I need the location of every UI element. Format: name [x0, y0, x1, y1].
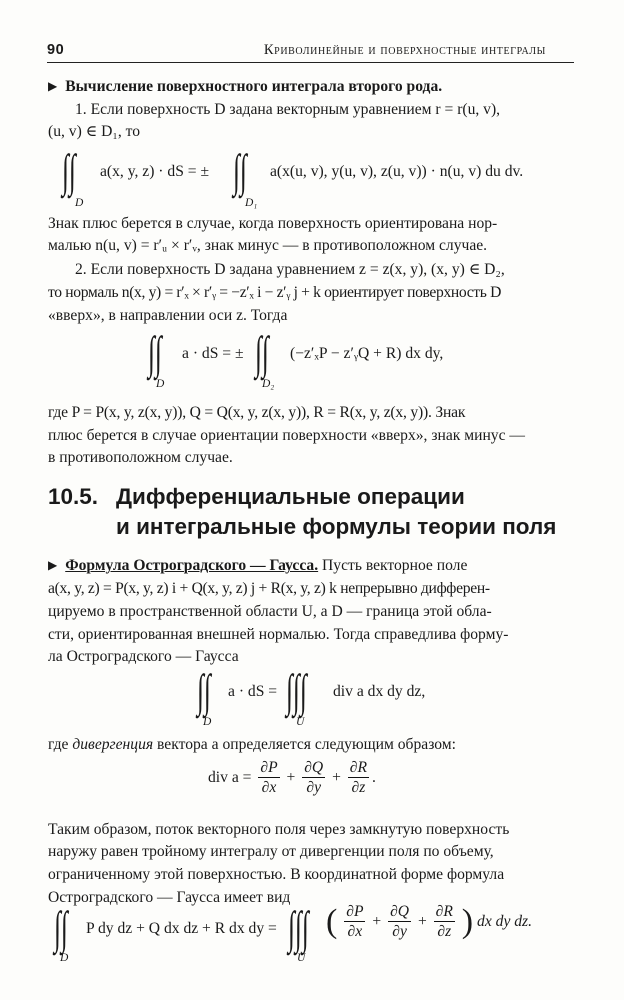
integral-domain: U — [296, 716, 305, 728]
paragraph-line: в противоположном случае. — [48, 449, 233, 466]
fraction: $\frac{\partial P}{\partial x}$ — [260, 759, 278, 796]
double-integral-sign: ∫∫ — [233, 145, 247, 196]
paragraph-line: Знак плюс берется в случае, когда поверхность ориентирована нор- — [48, 215, 498, 232]
integral-domain: D — [156, 378, 165, 390]
paragraph-line: малью n(u, v) = r′ᵤ × r′ᵥ, знак минус — в противоположном случае. — [48, 237, 488, 254]
double-integral-sign: ∫∫ — [255, 327, 269, 378]
fraction: $\frac{\partial P}{\partial x}$ — [346, 903, 364, 940]
bullet-triangle-icon: ▶ — [48, 558, 58, 572]
bullet-triangle-icon: ▶ — [48, 79, 58, 93]
paragraph-line: где дивергенция вектора a определяется следующим образом: — [48, 736, 456, 753]
formula-lhs: P dy dz + Q dx dz + R dx dy = — [86, 920, 277, 937]
paragraph-line: плюс берется в случае ориентации поверхности «вверх», знак минус — — [48, 427, 526, 444]
triple-integral-sign: ∫∫∫ — [288, 902, 309, 953]
formula-rhs: div a dx dy dz, — [333, 683, 426, 700]
subsection-heading-gauss: Формула Остроградского — Гаусса. — [65, 557, 319, 574]
paragraph-line: 1. Если поверхность D задана векторным уравнением r = r(u, v), — [75, 101, 501, 118]
fraction: $\frac{\partial R}{\partial z}$ — [349, 759, 368, 796]
subsection-heading-surface-integral: ▶ Вычисление поверхностного интеграла второго рода. — [48, 78, 443, 95]
double-integral-sign: ∫∫ — [197, 665, 211, 716]
paragraph-line: a(x, y, z) = P(x, y, z) i + Q(x, y, z) j + R(x, y, z) k непрерывно дифферен- — [48, 580, 490, 597]
fraction: $\frac{\partial Q}{\partial y}$ — [390, 903, 410, 940]
paragraph-line: Остроградского — Гаусса имеет вид — [48, 889, 291, 906]
integral-domain: D₁ — [245, 197, 258, 209]
section-title-line: и интегральные формулы теории поля — [116, 514, 557, 539]
formula-lhs: a · dS = — [228, 683, 278, 700]
section-number: 10.5. — [48, 484, 99, 509]
integral-domain: D — [203, 716, 212, 728]
fraction: $\frac{\partial Q}{\partial y}$ — [304, 759, 324, 796]
integral-domain: D₂ — [262, 378, 275, 390]
formula-lhs: a · dS = ± — [182, 345, 244, 362]
integral-domain: D — [60, 952, 69, 964]
paragraph-line: 2. Если поверхность D задана уравнением z = z(x, y), (x, y) ∈ D₂, — [75, 261, 505, 278]
integral-domain: U — [297, 952, 306, 964]
paragraph-line: ла Остроградского — Гаусса — [48, 648, 239, 665]
paragraph-line: Таким образом, поток векторного поля через замкнутую поверхность — [48, 821, 510, 838]
formula-rhs: ( $\frac{\partial P}{\partial x}$ + $\frac{\partial Q}{\partial y}$ + $\frac{\partial R}{\partial z}$ ) dx dy dz. — [326, 903, 533, 940]
paragraph-line: «вверх», в направлении оси z. Тогда — [48, 307, 288, 324]
paragraph-line: наружу равен тройному интегралу от дивергенции поля по объему, — [48, 843, 494, 860]
running-title: Криволинейные и поверхностные интегралы — [263, 42, 546, 58]
paragraph-line: ▶ Формула Остроградского — Гаусса. Пусть векторное поле — [48, 557, 468, 574]
double-integral-sign: ∫∫ — [148, 327, 162, 378]
paragraph-line: сти, ориентированная внешней нормалью. Тогда справедлива форму- — [48, 626, 509, 643]
formula-divergence: div a = $\frac{\partial P}{\partial x}$ + $\frac{\partial Q}{\partial y}$ + $\frac{\partial R}{\partial z}$ . — [208, 759, 376, 796]
paragraph-line: цируемо в пространственной области U, а D — граница этой обла- — [48, 603, 492, 620]
formula-rhs: (−z′ₓP − z′ᵧQ + R) dx dy, — [290, 345, 444, 362]
fraction: $\frac{\partial R}{\partial z}$ — [435, 903, 453, 940]
paragraph-line: ограниченному этой поверхностью. В координатной форме формула — [48, 866, 505, 883]
double-integral-sign: ∫∫ — [62, 145, 76, 196]
section-title-line: Дифференциальные операции — [116, 484, 465, 509]
paragraph-line: (u, v) ∈ D₁, то — [48, 123, 141, 140]
formula-rhs: a(x(u, v), y(u, v), z(u, v)) · n(u, v) du dv. — [270, 163, 524, 180]
double-integral-sign: ∫∫ — [54, 902, 68, 953]
paragraph-line: то нормаль n(x, y) = r′ₓ × r′ᵧ = −z′ₓ i − z′ᵧ j + k ориентирует поверхность D — [48, 284, 501, 301]
term-divergence: дивергенция — [72, 736, 154, 753]
integral-domain: D — [75, 197, 84, 209]
running-header — [47, 40, 574, 63]
formula-lhs: a(x, y, z) · dS = ± — [100, 163, 210, 180]
paragraph-line: где P = P(x, y, z(x, y)), Q = Q(x, y, z(x, y)), R = R(x, y, z(x, y)). Знак — [48, 404, 466, 421]
page-number: 90 — [47, 42, 65, 58]
triple-integral-sign: ∫∫∫ — [286, 665, 307, 716]
